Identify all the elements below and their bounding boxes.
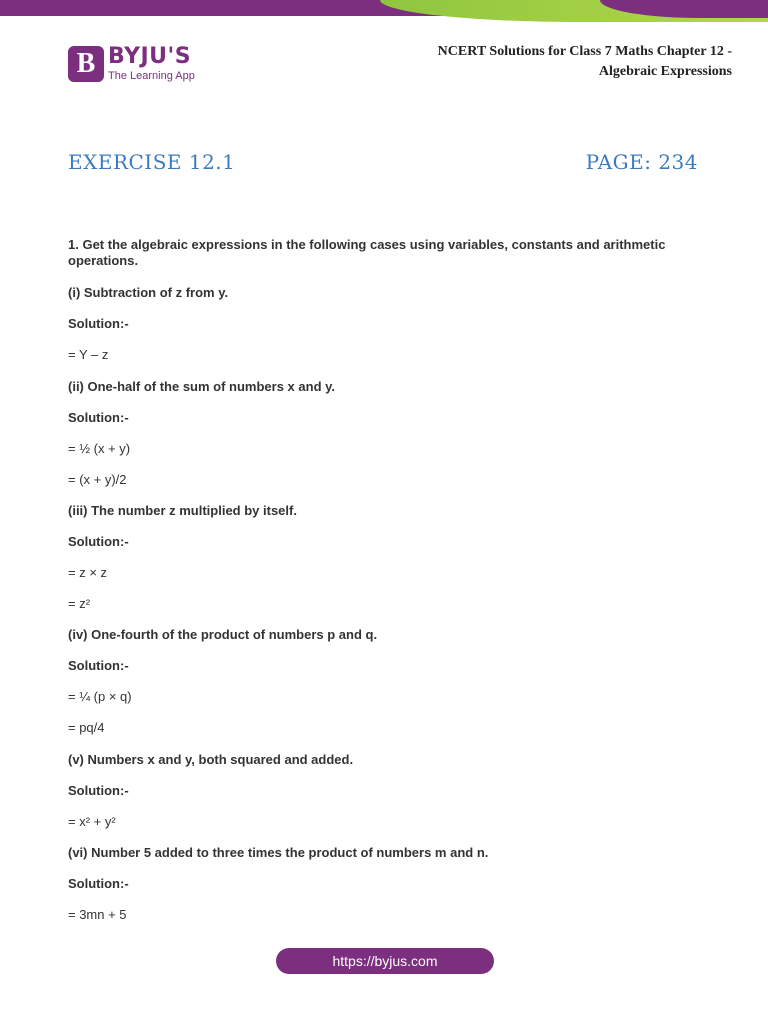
- solution-label: Solution:-: [68, 658, 129, 673]
- part-question: (i) Subtraction of z from y.: [68, 285, 229, 300]
- solution-answer: = z²: [68, 596, 91, 611]
- solution-label: Solution:-: [68, 534, 129, 549]
- solution-label: Solution:-: [68, 410, 129, 425]
- exercise-heading: EXERCISE 12.1: [68, 150, 236, 174]
- solution-answer: = z × z: [68, 565, 108, 580]
- solution-label: Solution:-: [68, 876, 129, 891]
- footer-url-link[interactable]: [276, 948, 494, 974]
- solution-answer: = 3mn + 5: [68, 907, 127, 922]
- footer-url-text: https://byjus.com: [332, 953, 438, 969]
- solution-label: Solution:-: [68, 316, 129, 331]
- solution-answer: = x² + y²: [68, 814, 116, 829]
- solution-answer: = pq/4: [68, 720, 105, 735]
- logo-tagline: The Learning App: [108, 70, 195, 82]
- logo-name: BYJU'S: [108, 44, 192, 69]
- part-question: (ii) One-half of the sum of numbers x and y.: [68, 379, 336, 394]
- solution-answer: = ¼ (p × q): [68, 689, 132, 704]
- solution-answer: = Y – z: [68, 347, 109, 362]
- solution-label: Solution:-: [68, 783, 129, 798]
- page-number-heading: PAGE: 234: [585, 150, 698, 174]
- document-title: [332, 42, 732, 82]
- logo-icon: B: [68, 46, 104, 82]
- solution-answer: = ½ (x + y): [68, 441, 131, 456]
- question-1: 1. Get the algebraic expressions in the following cases using variables, constants and arithmetic operations.: [68, 237, 666, 268]
- document-title-line1: NCERT Solutions for Class 7 Maths Chapter 12 -: [437, 44, 732, 59]
- part-question: (iii) The number z multiplied by itself.: [68, 503, 297, 518]
- part-question: (vi) Number 5 added to three times the product of numbers m and n.: [68, 845, 489, 860]
- part-question: (v) Numbers x and y, both squared and added.: [68, 752, 354, 767]
- solution-answer: = (x + y)/2: [68, 472, 127, 487]
- document-title-line2: Algebraic Expressions: [598, 64, 732, 79]
- top-decorative-bar: [0, 0, 768, 22]
- part-question: (iv) One-fourth of the product of numbers p and q.: [68, 627, 378, 642]
